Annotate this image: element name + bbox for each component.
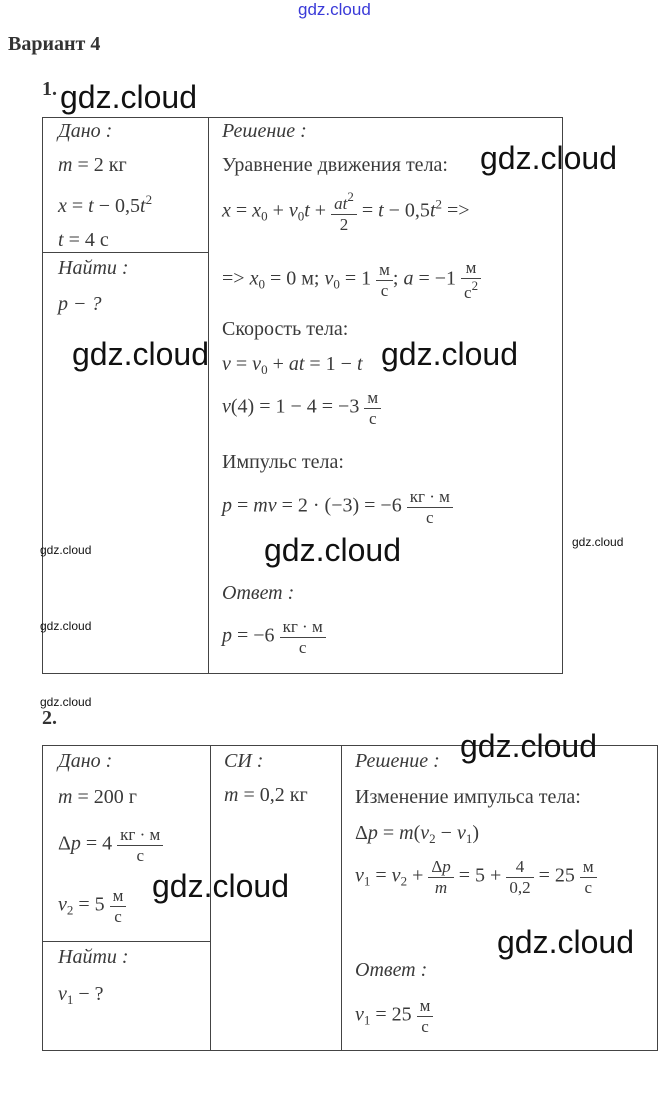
p1-impulse-eq: p = mv = 2 · (−3) = −6 $\frac{кг \cdot м}{с}$: [222, 487, 453, 527]
p2-answer: $v_1 = 25$ $\frac{м}{с}$: [355, 996, 433, 1036]
watermark: gdz.cloud: [264, 532, 401, 568]
watermark-top: gdz.cloud: [298, 0, 371, 19]
p2-change-eq: $\Delta p = m(v_2 - v_1)$: [355, 822, 480, 846]
p1-given-mass: m = 2 кг: [58, 154, 127, 176]
watermark: gdz.cloud: [152, 868, 289, 904]
watermark: gdz.cloud: [480, 140, 617, 176]
p1-eq-motion: $x = x_0 + v_0t$ + $\frac{at^2}{2}$ = $t - 0,5t^2$ =>: [222, 189, 470, 234]
watermark: gdz.cloud: [40, 543, 92, 557]
watermark: gdz.cloud: [40, 619, 92, 633]
p1-solution-header: Решение :: [222, 120, 307, 142]
p2-v1-eq: $v_1 = v_2$ + $\frac{\Delta p}{m}$ = 5 + $\frac{4}{0,2}$ = 25 $\frac{м}{с}$: [355, 857, 597, 897]
p1-speed-val: v(4) = 1 − 4 = −3 $\frac{м}{с}$: [222, 388, 381, 428]
watermark: gdz.cloud: [497, 924, 634, 960]
p1-impulse-label: Импульс тела:: [222, 451, 344, 473]
p2-si: m = 0,2 кг: [224, 784, 308, 806]
p1-speed-eq: $v = v_0$ + at = 1 − t: [222, 353, 363, 377]
p1-find-header: Найти :: [58, 257, 129, 279]
problem-1-number: 1.: [42, 78, 57, 100]
p1-params: => $x_0 = 0$ м; $v_0 = 1$ $\frac{м}{с}$ ; a = −1 $\frac{м}{с^2}$: [222, 258, 481, 302]
p1-given-header: Дано :: [58, 120, 113, 142]
p2-given-dp: Δp = 4 $\frac{кг \cdot м}{с}$: [58, 825, 163, 865]
watermark: gdz.cloud: [60, 79, 197, 115]
p1-speed-label: Скорость тела:: [222, 318, 349, 340]
problem-2-number: 2.: [42, 707, 57, 729]
p1-answer: p = −6 $\frac{кг \cdot м}{с}$: [222, 617, 326, 657]
p2-solution-header: Решение :: [355, 750, 440, 772]
p1-find: p − ?: [58, 293, 102, 315]
p2-find-header: Найти :: [58, 946, 129, 968]
watermark: gdz.cloud: [381, 336, 518, 372]
watermark: gdz.cloud: [572, 535, 624, 549]
watermark: gdz.cloud: [72, 336, 209, 372]
p1-eq-motion-label: Уравнение движения тела:: [222, 154, 448, 176]
variant-title: Вариант 4: [8, 33, 101, 55]
p1-given-time: t = 4 с: [58, 229, 109, 251]
p2-given-mass: m = 200 г: [58, 786, 137, 808]
p1-answer-header: Ответ :: [222, 582, 295, 604]
watermark: gdz.cloud: [460, 728, 597, 764]
p2-answer-header: Ответ :: [355, 959, 428, 981]
watermark: gdz.cloud: [40, 695, 92, 709]
p2-given-v2: $v_2 = 5$ $\frac{м}{с}$: [58, 886, 126, 926]
p2-find: $v_1$ − ?: [58, 983, 104, 1007]
p2-si-header: СИ :: [224, 750, 264, 772]
p2-given-header: Дано :: [58, 750, 113, 772]
p1-given-motion: $x = t - 0,5t^2$: [58, 192, 153, 217]
p2-change-label: Изменение импульса тела:: [355, 786, 581, 808]
